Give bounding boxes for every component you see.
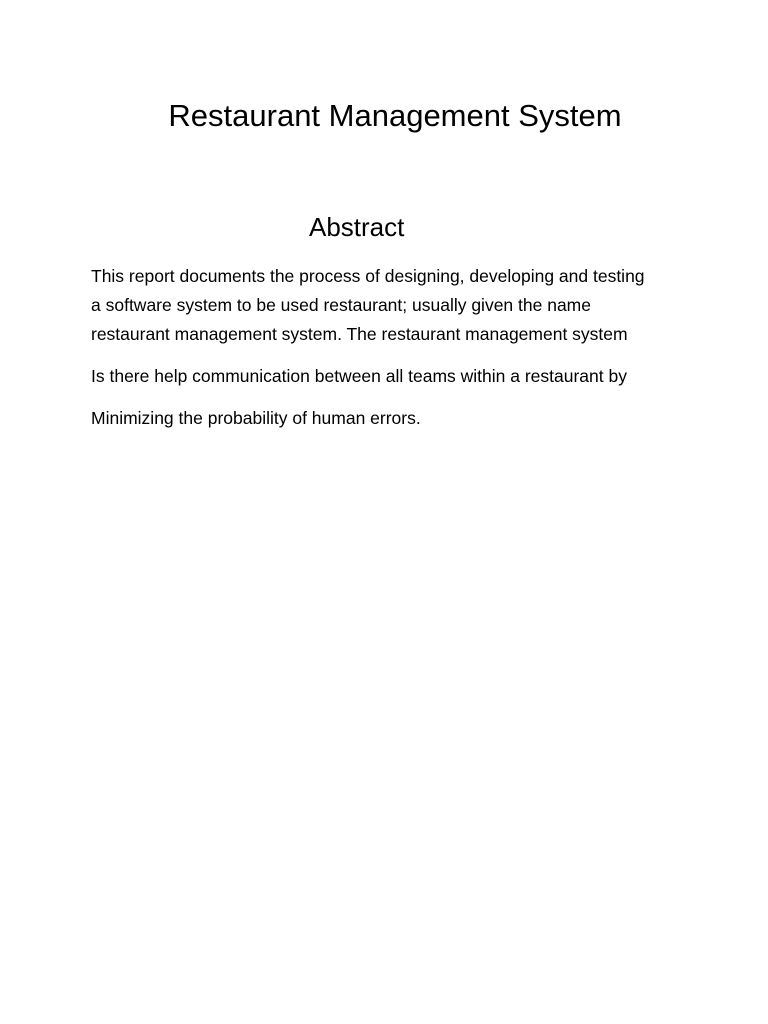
abstract-line: This report documents the process of designing, developing and testing — [91, 266, 645, 286]
abstract-paragraph-3: Minimizing the probability of human errors. — [91, 408, 421, 428]
abstract-line: a software system to be used restaurant; usually given the name — [91, 295, 591, 315]
abstract-heading: Abstract — [309, 212, 405, 242]
abstract-line: restaurant management system. The restaurant management system — [91, 324, 628, 344]
document-title: Restaurant Management System — [168, 98, 622, 133]
abstract-paragraph-2: Is there help communication between all teams within a restaurant by — [91, 366, 627, 386]
abstract-paragraph — [91, 262, 691, 349]
